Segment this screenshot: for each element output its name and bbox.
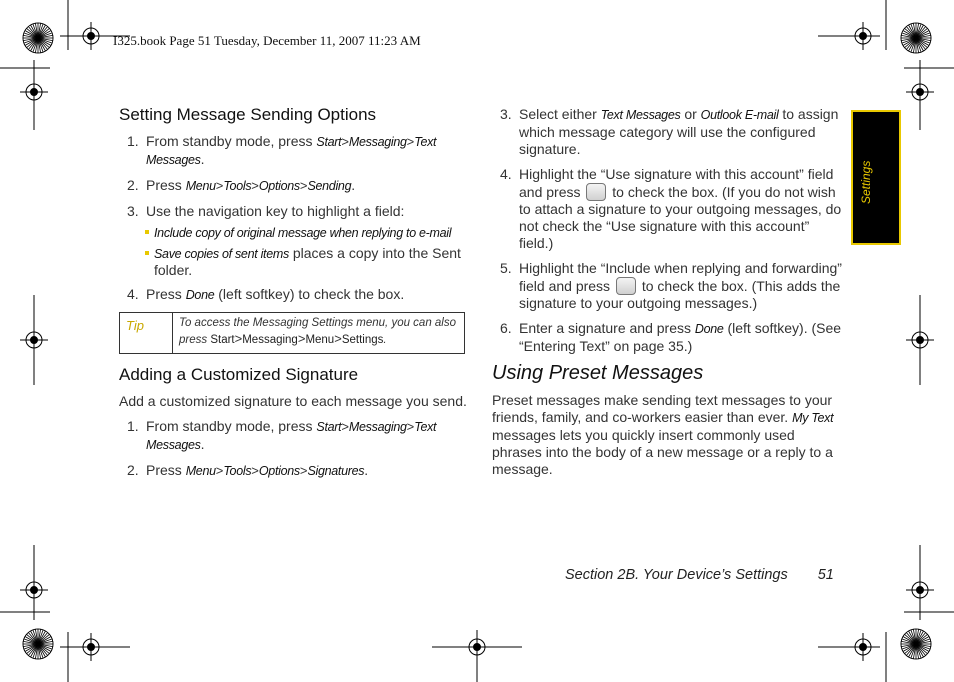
crosshair-mark-icon [849,633,877,661]
crosshair-mark-icon [20,78,48,106]
list-item: 3. Use the navigation key to highlight a field: [127,203,405,219]
crosshair-mark-icon [77,22,105,50]
list-item: 2. Press Menu>Tools>Options>Signatures. [127,462,369,478]
list-item: 4. Highlight the “Use signature with this account” field and press to check the box. (If you do not wish to attach a signature to your outgoing messages, do not check the “Use signature with this account” field.) [500,166,842,251]
tip-box [119,312,465,354]
field-bullets [119,224,469,278]
crosshair-mark-icon [906,576,934,604]
list-item: 2. Press Menu>Tools>Options>Sending. [127,177,356,193]
bullet-square-icon [145,230,149,234]
sending-options-heading: Setting Message Sending Options [119,105,377,124]
list-item: 5. Highlight the “Include when replying and forwarding” field and press to check the box. (This adds the signature to your outgoing messages.) [500,260,842,311]
page-footer [565,567,834,583]
side-tab-label: Settings [859,160,873,204]
crosshair-mark-icon [906,326,934,354]
tip-text: To access the Messaging Settings menu, you can also press Start>Messaging>Menu>Settings. [179,317,457,346]
page-number: 51 [817,567,834,583]
sending-steps-list-cont [119,286,469,304]
list-item: 4. Press Done (left softkey) to check the box. [127,286,405,302]
crosshair-mark-icon [849,22,877,50]
signature-steps-list [119,418,469,480]
list-item: 6. Enter a signature and press Done (left softkey). (See “Entering Text” on page 35.) [500,320,842,354]
bullet-square-icon [145,251,149,255]
crosshair-mark-icon [463,633,491,661]
section-side-tab [851,110,901,245]
preset-messages-heading: Using Preset Messages [492,362,704,384]
crosshair-mark-icon [77,633,105,661]
list-item: 1. From standby mode, press Start>Messaging>Text Messages. [127,133,437,167]
list-item: 1. From standby mode, press Start>Messaging>Text Messages. [127,418,437,452]
list-item: 3. Select either Text Messages or Outlook E-mail to assign which message category will use the configured signature. [500,106,839,157]
left-column [119,106,469,488]
list-item: Include copy of original message when replying to e-mail [119,224,469,241]
preset-messages-paragraph: Preset messages make sending text messages to your friends, family, and co-workers easier than ever. My Text messages lets you quickly insert commonly used phrases into the body of a new message or a reply to a message. [492,392,834,477]
registration-starburst-icon [23,629,53,659]
book-header: I325.book Page 51 Tuesday, December 11, 2007 11:23 AM [113,33,421,48]
crosshair-mark-icon [20,576,48,604]
footer-section: Section 2B. Your Device’s Settings [565,567,788,583]
tip-divider [172,313,173,353]
signature-intro: Add a customized signature to each message you send. [119,393,467,409]
registration-starburst-icon [23,23,53,53]
right-column [492,106,842,486]
crosshair-mark-icon [906,78,934,106]
select-key-icon [586,183,606,201]
sending-steps-list [119,133,469,220]
registration-starburst-icon [901,23,931,53]
registration-starburst-icon [901,629,931,659]
list-item: Save copies of sent items places a copy into the Sent folder. [119,245,469,278]
select-key-icon [616,277,636,295]
tip-label: Tip [126,318,144,333]
signature-heading: Adding a Customized Signature [119,365,359,384]
crosshair-mark-icon [20,326,48,354]
signature-steps-list-cont [492,106,842,355]
